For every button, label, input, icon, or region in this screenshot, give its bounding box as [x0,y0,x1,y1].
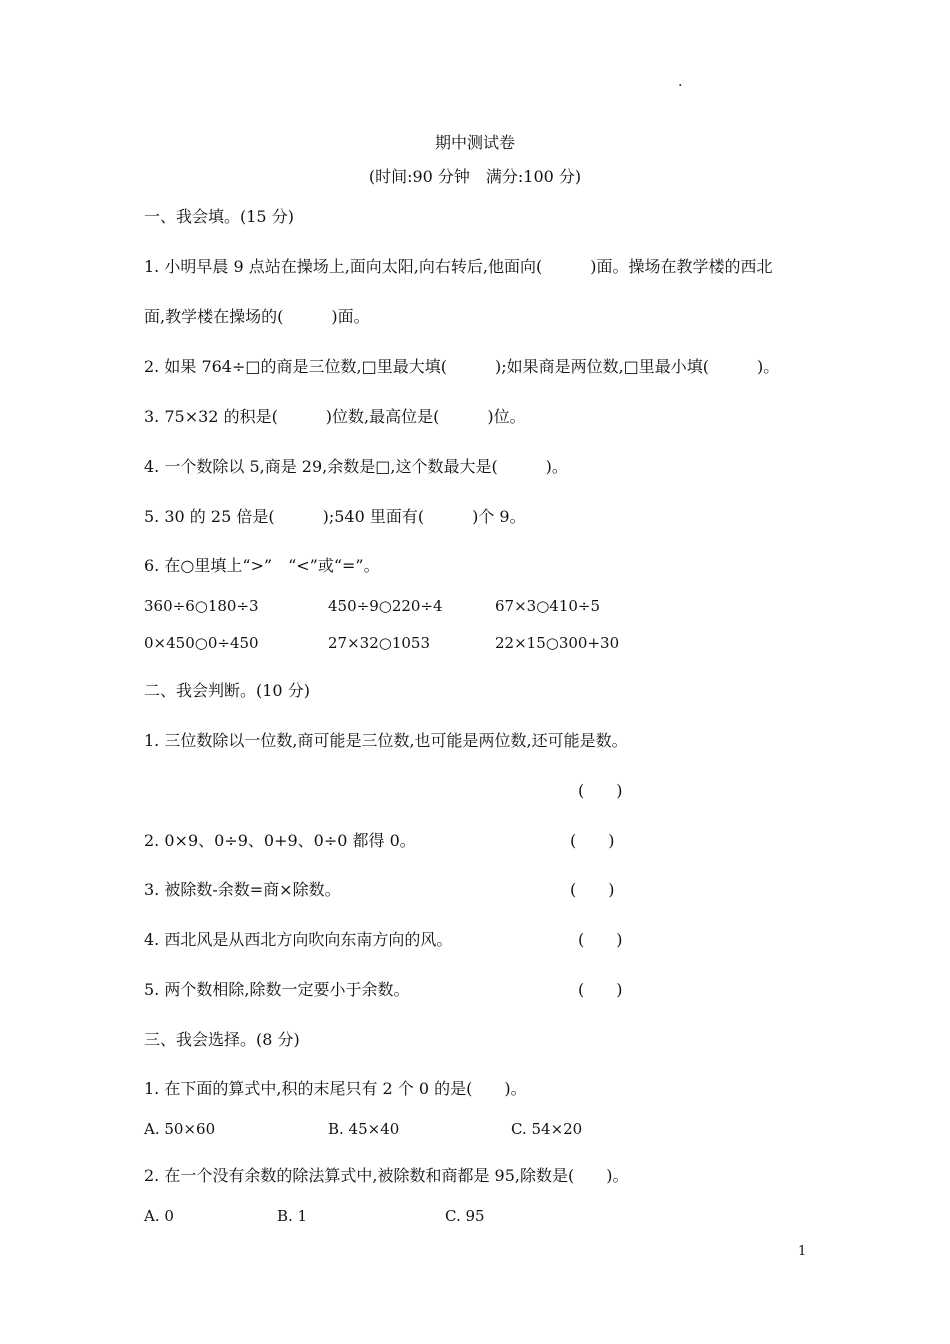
page-title: 期中测试卷 [434,133,515,152]
s1-question-1-line-1: 1. 小明早晨 9 点站在操场上,面向太阳,向右转后,他面向( )面。操场在教学楼的西北 [144,257,773,276]
option-c: C. 95 [445,1207,485,1225]
option-a: A. 0 [144,1207,174,1225]
s3-question-2: 2. 在一个没有余数的除法算式中,被除数和商都是 95,除数是( )。 [144,1166,629,1185]
answer-blank: ( ) [570,831,615,850]
option-b: B. 1 [277,1207,308,1225]
compare-item: 450÷9○220÷4 [328,597,443,615]
header-dot: . [678,74,683,90]
s1-question-4: 4. 一个数除以 5,商是 29,余数是□,这个数最大是( )。 [144,457,568,476]
section-2-heading: 二、我会判断。(10 分) [144,681,310,700]
answer-blank: ( ) [578,930,623,949]
page-number: 1 [798,1244,807,1259]
s2-question-5: 5. 两个数相除,除数一定要小于余数。 [144,980,410,999]
answer-blank: ( ) [570,880,615,899]
option-c: C. 54×20 [511,1120,583,1138]
s2-question-3: 3. 被除数-余数=商×除数。 [144,880,341,899]
s2-question-4: 4. 西北风是从西北方向吹向东南方向的风。 [144,930,453,949]
answer-blank: ( ) [578,980,623,999]
option-b: B. 45×40 [328,1120,400,1138]
s1-question-1-line-2: 面,教学楼在操场的( )面。 [144,307,370,326]
s1-question-3: 3. 75×32 的积是( )位数,最高位是( )位。 [144,407,526,426]
option-a: A. 50×60 [144,1120,216,1138]
exam-subtitle: (时间:90 分钟 满分:100 分) [368,167,582,186]
compare-item: 67×3○410÷5 [495,597,601,615]
compare-item: 360÷6○180÷3 [144,597,259,615]
s3-question-1: 1. 在下面的算式中,积的末尾只有 2 个 0 的是( )。 [144,1079,527,1098]
s2-question-2: 2. 0×9、0÷9、0+9、0÷0 都得 0。 [144,831,416,850]
section-3-heading: 三、我会选择。(8 分) [144,1030,300,1049]
answer-blank: ( ) [578,781,623,800]
compare-item: 22×15○300+30 [495,634,620,652]
s1-question-2: 2. 如果 764÷□的商是三位数,□里最大填( );如果商是两位数,□里最小填( )。 [144,357,780,376]
s2-question-1: 1. 三位数除以一位数,商可能是三位数,也可能是两位数,还可能是数。 [144,731,628,750]
section-1-heading: 一、我会填。(15 分) [144,207,294,226]
s1-question-5: 5. 30 的 25 倍是( );540 里面有( )个 9。 [144,507,526,526]
compare-item: 0×450○0÷450 [144,634,259,652]
s1-question-6: 6. 在○里填上“>” “<”或“=”。 [144,556,380,575]
compare-item: 27×32○1053 [328,634,431,652]
